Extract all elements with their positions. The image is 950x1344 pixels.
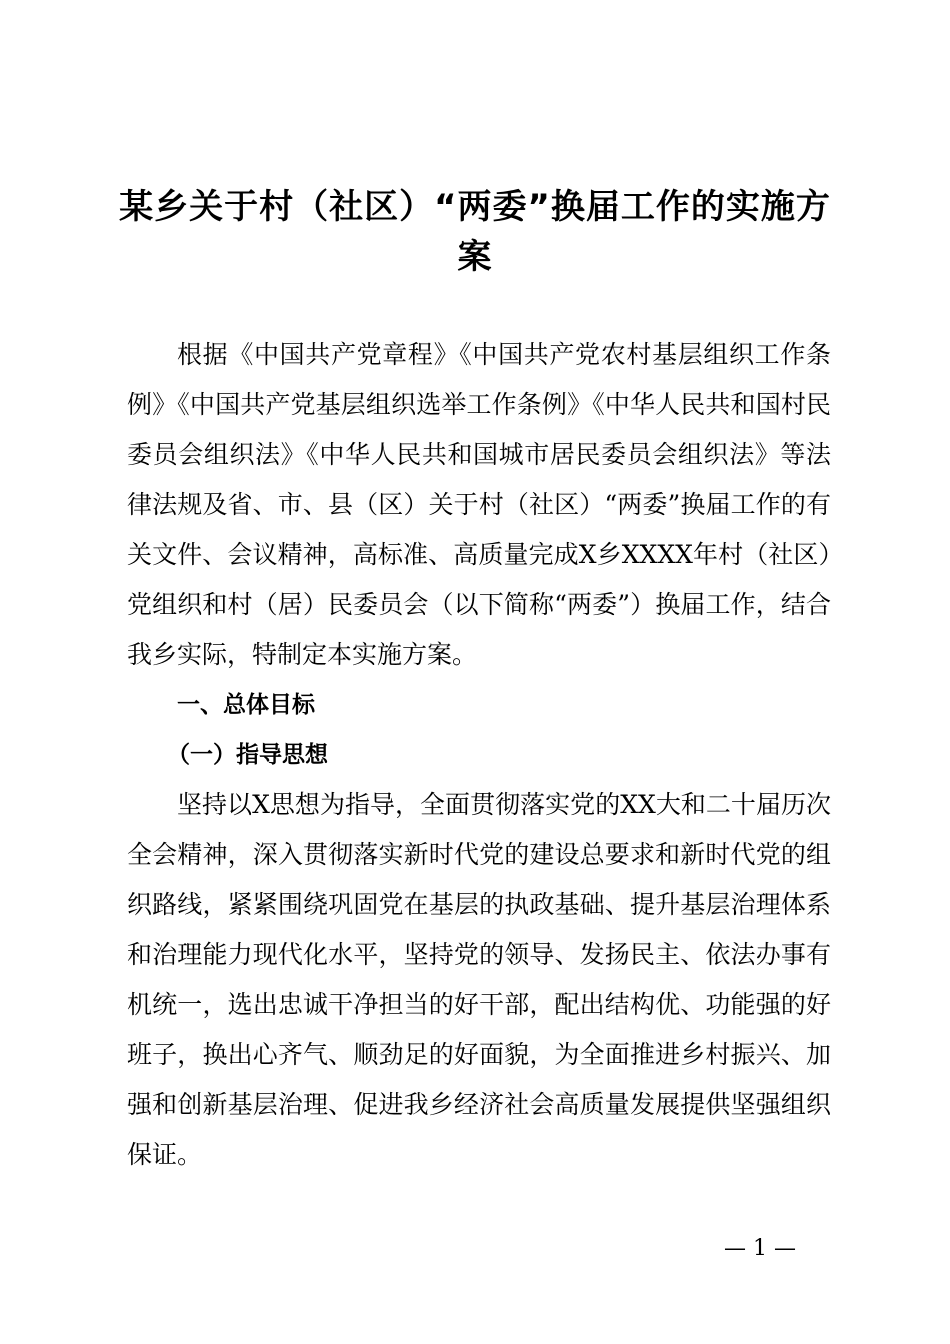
guiding-thought-paragraph: 坚持以X思想为指导，全面贯彻落实党的XX大和二十届历次全会精神，深入贯彻落实新时代党的建设总要求和新时代党的组织路线，紧紧围绕巩固党在基层的执政基础、提升基层治理体系和治理能力现代化水平，坚持党的领导、发扬民主、依法办事有机统一，选出忠诚干净担当的好干部，配出结构优、功能强的好班子，换出心齐气、顺劲足的好面貌，为全面推进乡村振兴、加强和创新基层治理、促进我乡经济社会高质量发展提供坚强组织保证。 bbox=[127, 790, 831, 1169]
subsection-heading: （一）指导思想 bbox=[167, 742, 328, 768]
page-number: — 1 — bbox=[724, 1236, 796, 1261]
section-heading: 一、总体目标 bbox=[177, 692, 315, 718]
document-body bbox=[127, 330, 831, 1180]
intro-paragraph: 根据《中国共产党章程》《中国共产党农村基层组织工作条例》《中国共产党基层组织选举工作条例》《中华人民共和国村民委员会组织法》《中华人民共和国城市居民委员会组织法》等法律法规及省、市、县（区）关于村（社区）“两委”换届工作的有关文件、会议精神，高标准、高质量完成X乡XXXX年村（社区）党组织和村（居）民委员会（以下简称“两委”）换届工作，结合我乡实际，特制定本实施方案。 bbox=[127, 340, 831, 669]
document-title: 某乡关于村（社区）“两委”换届工作的实施方案 bbox=[119, 187, 831, 277]
